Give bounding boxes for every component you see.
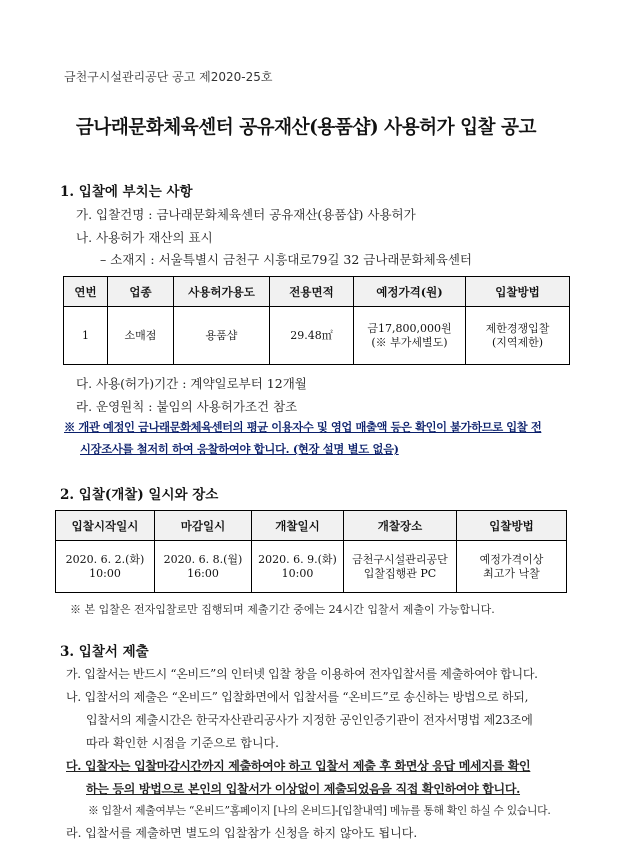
close-time: 16:00 — [187, 566, 219, 580]
header-cell: 연번 — [64, 277, 108, 307]
section3-heading: 3. 입찰서 제출 — [60, 644, 149, 660]
open-time: 10:00 — [281, 566, 314, 580]
section3-item-na-3: 따라 확인한 시점을 기준으로 합니다. — [86, 736, 279, 750]
section1-item-da: 다. 사용(허가)기간 : 계약일로부터 12개월 — [76, 376, 307, 391]
section1-heading: 1. 입찰에 부치는 사항 — [60, 184, 193, 200]
section2-heading: 2. 입찰(개찰) 일시와 장소 — [60, 487, 219, 503]
property-table-header — [64, 277, 570, 307]
price-note: (※ 부가세별도) — [371, 335, 448, 349]
table-cell: 29.48㎡ — [270, 307, 354, 365]
section1-note-line2: 시장조사를 철저히 하여 응찰하여야 합니다. (현장 설명 별도 없음) — [80, 442, 399, 456]
table-cell — [252, 541, 344, 593]
schedule-table — [55, 510, 567, 593]
property-table — [63, 276, 570, 365]
section3-item-na-2: 입찰서의 제출시간은 한국자산관리공사가 지정한 공인인증기관이 전자서명법 제23조에 — [86, 713, 533, 727]
header-cell: 사용허가용도 — [174, 277, 270, 307]
header-cell: 입찰시작일시 — [56, 511, 155, 541]
section2-note: ※ 본 입찰은 전자입찰로만 집행되며 제출기간 중에는 24시간 입찰서 제출이 가능합니다. — [70, 603, 495, 616]
section1-note-line1: ※ 개관 예정인 금나래문화체육센터의 평균 이용자수 및 영업 매출액 등은 확인이 불가하므로 입찰 전 — [64, 420, 542, 434]
table-cell — [354, 307, 466, 365]
open-date: 2020. 6. 9.(화) — [258, 552, 337, 566]
header-cell: 전용면적 — [270, 277, 354, 307]
page-title: 금나래문화체육센터 공유재산(용품샵) 사용허가 입찰 공고 — [75, 116, 536, 138]
section3-item-na-1: 나. 입찰서의 제출은 “온비드” 입찰화면에서 입찰서를 “온비드”로 송신하는 방법으로 하되, — [66, 690, 529, 704]
notice-number: 금천구시설관리공단 공고 제2020-25호 — [64, 70, 273, 84]
header-cell: 입찰방법 — [457, 511, 567, 541]
section1-item-na: 나. 사용허가 재산의 표시 — [76, 230, 213, 245]
section3-item-da-2: 하는 등의 방법으로 본인의 입찰서가 이상없이 제출되었음을 직접 확인하여야 합니다. — [86, 782, 521, 796]
table-row — [56, 541, 567, 593]
section1-item-ra: 라. 운영원칙 : 붙임의 사용허가조건 참조 — [76, 399, 298, 414]
header-cell: 업종 — [108, 277, 174, 307]
table-cell — [344, 541, 457, 593]
award-method-detail: 최고가 낙찰 — [483, 566, 540, 580]
open-place-detail: 입찰집행관 PC — [363, 566, 437, 580]
close-date: 2020. 6. 8.(월) — [163, 552, 243, 566]
header-cell: 입찰방법 — [466, 277, 570, 307]
start-time: 10:00 — [89, 566, 121, 580]
award-method: 예정가격이상 — [479, 552, 544, 566]
open-place: 금천구시설관리공단 — [352, 552, 448, 566]
bid-method-note: (지역제한) — [491, 335, 544, 349]
table-cell: 1 — [64, 307, 108, 365]
section1-location: – 소재지 : 서울특별시 금천구 시흥대로79길 32 금나래문화체육센터 — [100, 252, 472, 267]
header-cell: 마감일시 — [155, 511, 252, 541]
bid-method: 제한경쟁입찰 — [485, 321, 550, 335]
section3-item-ra: 라. 입찰서를 제출하면 별도의 입찰참가 신청을 하지 않아도 됩니다. — [66, 826, 418, 840]
table-cell — [155, 541, 252, 593]
table-cell — [457, 541, 567, 593]
price-value: 금17,800,000원 — [367, 321, 452, 335]
section1-item-ga: 가. 입찰건명 : 금나래문화체육센터 공유재산(용품샵) 사용허가 — [76, 207, 416, 222]
start-date: 2020. 6. 2.(화) — [65, 552, 145, 566]
table-cell: 소매점 — [108, 307, 174, 365]
table-row — [64, 307, 570, 365]
header-cell: 개찰장소 — [344, 511, 457, 541]
section3-item-ga: 가. 입찰서는 반드시 “온비드”의 인터넷 입찰 창을 이용하여 전자입찰서를 제출하여야 합니다. — [66, 667, 538, 681]
header-cell: 예정가격(원) — [354, 277, 466, 307]
section3-note: ※ 입찰서 제출여부는 “온비드”홈페이지 [나의 온비드]-[입찰내역] 메뉴를 통해 확인 하실 수 있습니다. — [88, 804, 551, 817]
table-cell: 용품샵 — [174, 307, 270, 365]
table-cell — [466, 307, 570, 365]
section3-item-da-1: 다. 입찰자는 입찰마감시간까지 제출하여야 하고 입찰서 제출 후 화면상 응답 메세지를 확인 — [66, 759, 531, 773]
table-cell — [56, 541, 155, 593]
header-cell: 개찰일시 — [252, 511, 344, 541]
schedule-table-header — [56, 511, 567, 541]
